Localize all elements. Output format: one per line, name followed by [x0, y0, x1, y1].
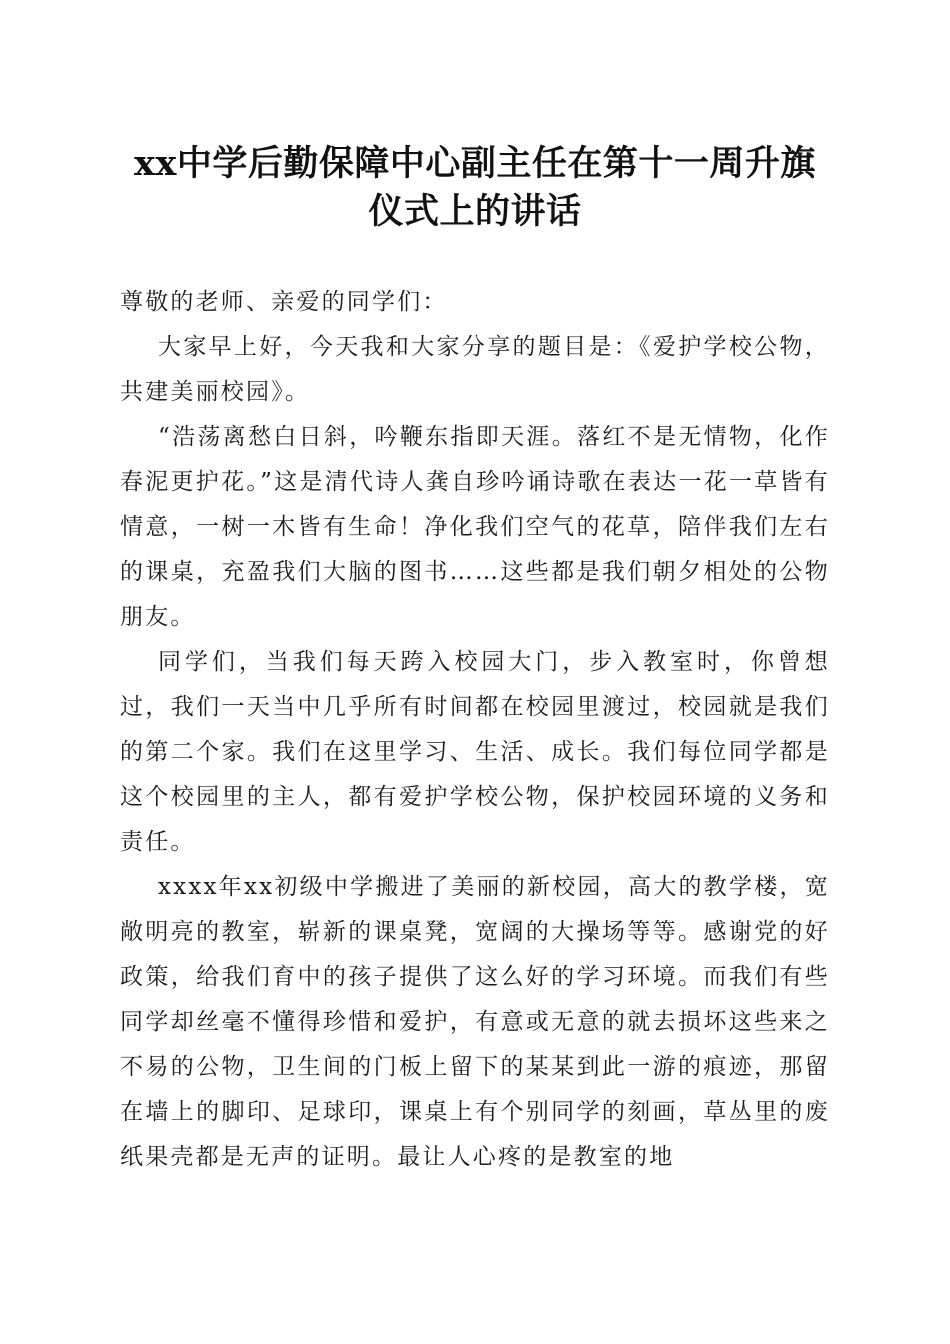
paragraph-2: “浩荡离愁白日斜，吟鞭东指即天涯。落红不是无情物，化作春泥更护花。”这是清代诗人龚自珍吟诵诗歌在表达一花一草皆有情意，一树一木皆有生命！净化我们空气的花草，陪伴我们左右的课桌，充盈我们大脑的图书……这些都是我们朝夕相处的公物朋友。: [120, 424, 830, 630]
salutation: 尊敬的老师、亲爱的同学们：: [120, 289, 448, 315]
document-body: [120, 280, 830, 1180]
title-line-1: xx中学后勤保障中心副主任在第十一周升旗: [134, 143, 816, 184]
paragraph-1: 大家早上好，今天我和大家分享的题目是：《爱护学校公物，共建美丽校园》。: [120, 334, 830, 405]
paragraph-4: xxxx年xx初级中学搬进了美丽的新校园，高大的教学楼，宽敞明亮的教室，崭新的课桌凳，宽阔的大操场等等。感谢党的好政策，给我们育中的孩子提供了这么好的学习环境。而我们有些同学却丝毫不懂得珍惜和爱护，有意或无意的就去损坏这些来之不易的公物，卫生间的门板上留下的某某到此一游的痕迹，那留在墙上的脚印、足球印，课桌上有个别同学的刻画，草丛里的废纸果壳都是无声的证明。最让人心疼的是教室的地: [120, 874, 830, 1170]
paragraph-3: 同学们，当我们每天跨入校园大门，步入教室时，你曾想过，我们一天当中几乎所有时间都在校园里渡过，校园就是我们的第二个家。我们在这里学习、生活、成长。我们每位同学都是这个校园里的主人，都有爱护学校公物，保护校园环境的义务和责任。: [120, 649, 830, 855]
title-line-2: 仪式上的讲话: [368, 191, 582, 232]
document-title: [100, 140, 850, 236]
